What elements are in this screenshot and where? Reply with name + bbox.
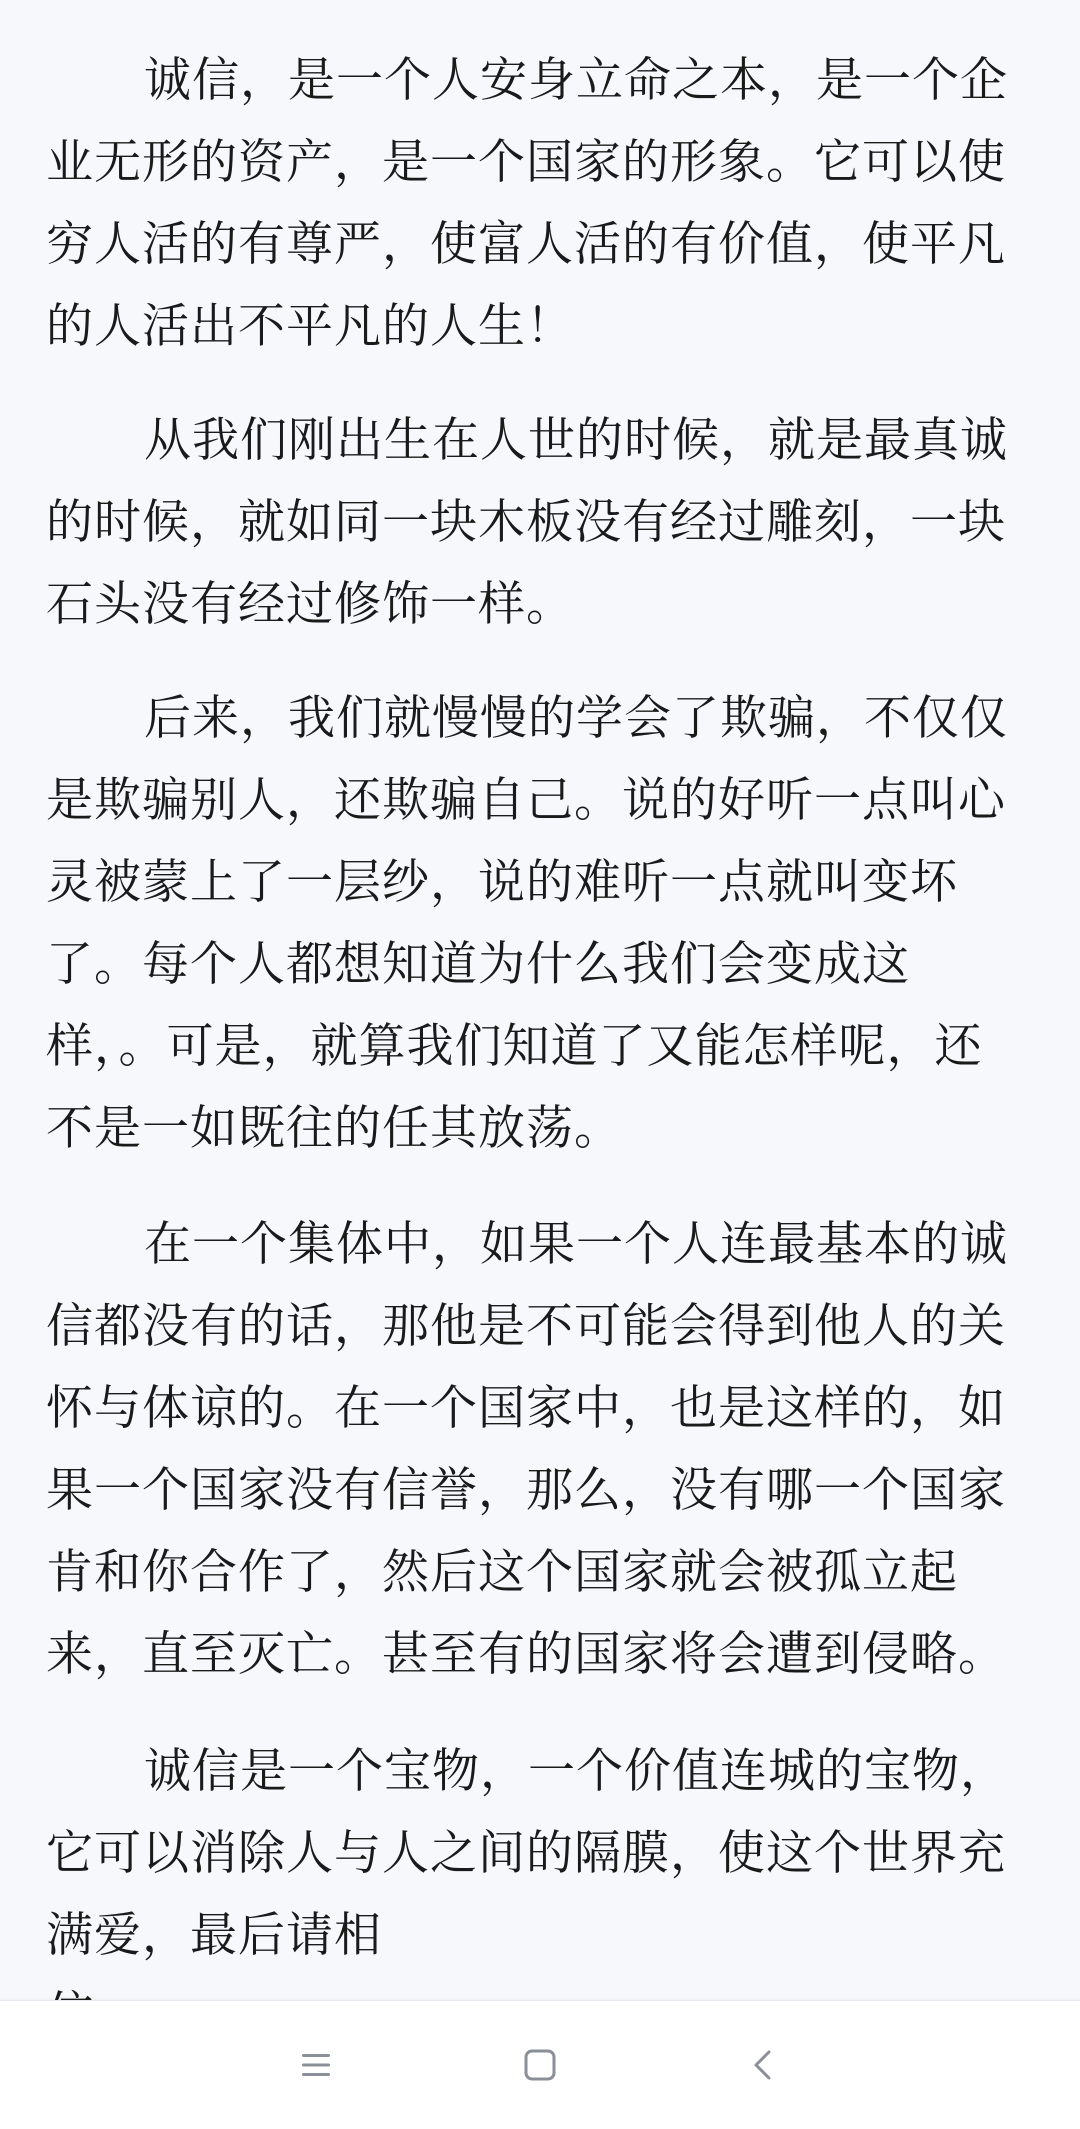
menu-icon — [296, 2045, 336, 2085]
text-line: 石头没有经过修饰一样。 — [46, 577, 574, 632]
system-navigation-bar — [0, 2000, 1080, 2129]
text-line: 的时候，就如同一块木板没有经过雕刻，一块 — [46, 495, 1006, 550]
text-line: 来，直至灭亡。甚至有的国家将会遭到侵略。 — [46, 1627, 1006, 1682]
text-line: 灵被蒙上了一层纱，说的难听一点就叫变坏 — [46, 855, 958, 910]
paragraph-3 — [46, 678, 1036, 1170]
paragraph-2 — [46, 400, 1036, 646]
text-line: 的人活出不平凡的人生！ — [46, 299, 574, 354]
text-line: 了。每个人都想知道为什么我们会变成这 — [46, 937, 910, 992]
text-line: 穷人活的有尊严，使富人活的有价值，使平凡 — [46, 217, 1006, 272]
text-line: 从我们刚出生在人世的时候，就是最真诚 — [144, 413, 1008, 468]
paragraph-5 — [46, 1731, 1036, 1977]
text-line: 信都没有的话，那他是不可能会得到他人的关 — [46, 1299, 1006, 1354]
text-line: 在一个集体中，如果一个人连最基本的诚 — [144, 1217, 1008, 1272]
text-line: 后来，我们就慢慢的学会了欺骗，不仅仅 — [144, 691, 1008, 746]
text-line: 业无形的资产，是一个国家的形象。它可以使 — [46, 135, 1006, 190]
text-line: 满爱，最后请相 — [46, 1908, 382, 1963]
paragraph-1 — [46, 40, 1036, 368]
home-square-icon — [520, 2045, 560, 2085]
recent-apps-button[interactable] — [276, 2025, 356, 2105]
back-chevron-icon — [744, 2045, 784, 2085]
text-line: 肯和你合作了，然后这个国家就会被孤立起 — [46, 1545, 958, 1600]
back-button[interactable] — [724, 2025, 804, 2105]
text-line: 果一个国家没有信誉，那么，没有哪一个国家 — [46, 1463, 1006, 1518]
text-line: 诚信，是一个人安身立命之本，是一个企 — [144, 53, 1008, 108]
home-button[interactable] — [500, 2025, 580, 2105]
text-line: 样，。可是，就算我们知道了又能怎样呢，还 — [46, 1019, 983, 1074]
text-line: 诚信是一个宝物，一个价值连城的宝物， — [144, 1744, 1008, 1799]
text-line: 不是一如既往的任其放荡。 — [46, 1101, 622, 1156]
paragraph-4 — [46, 1204, 1036, 1696]
text-line: 是欺骗别人，还欺骗自己。说的好听一点叫心 — [46, 773, 1006, 828]
text-line: 它可以消除人与人之间的隔膜，使这个世界充 — [46, 1826, 1006, 1881]
text-line: 怀与体谅的。在一个国家中，也是这样的，如 — [46, 1381, 1006, 1436]
